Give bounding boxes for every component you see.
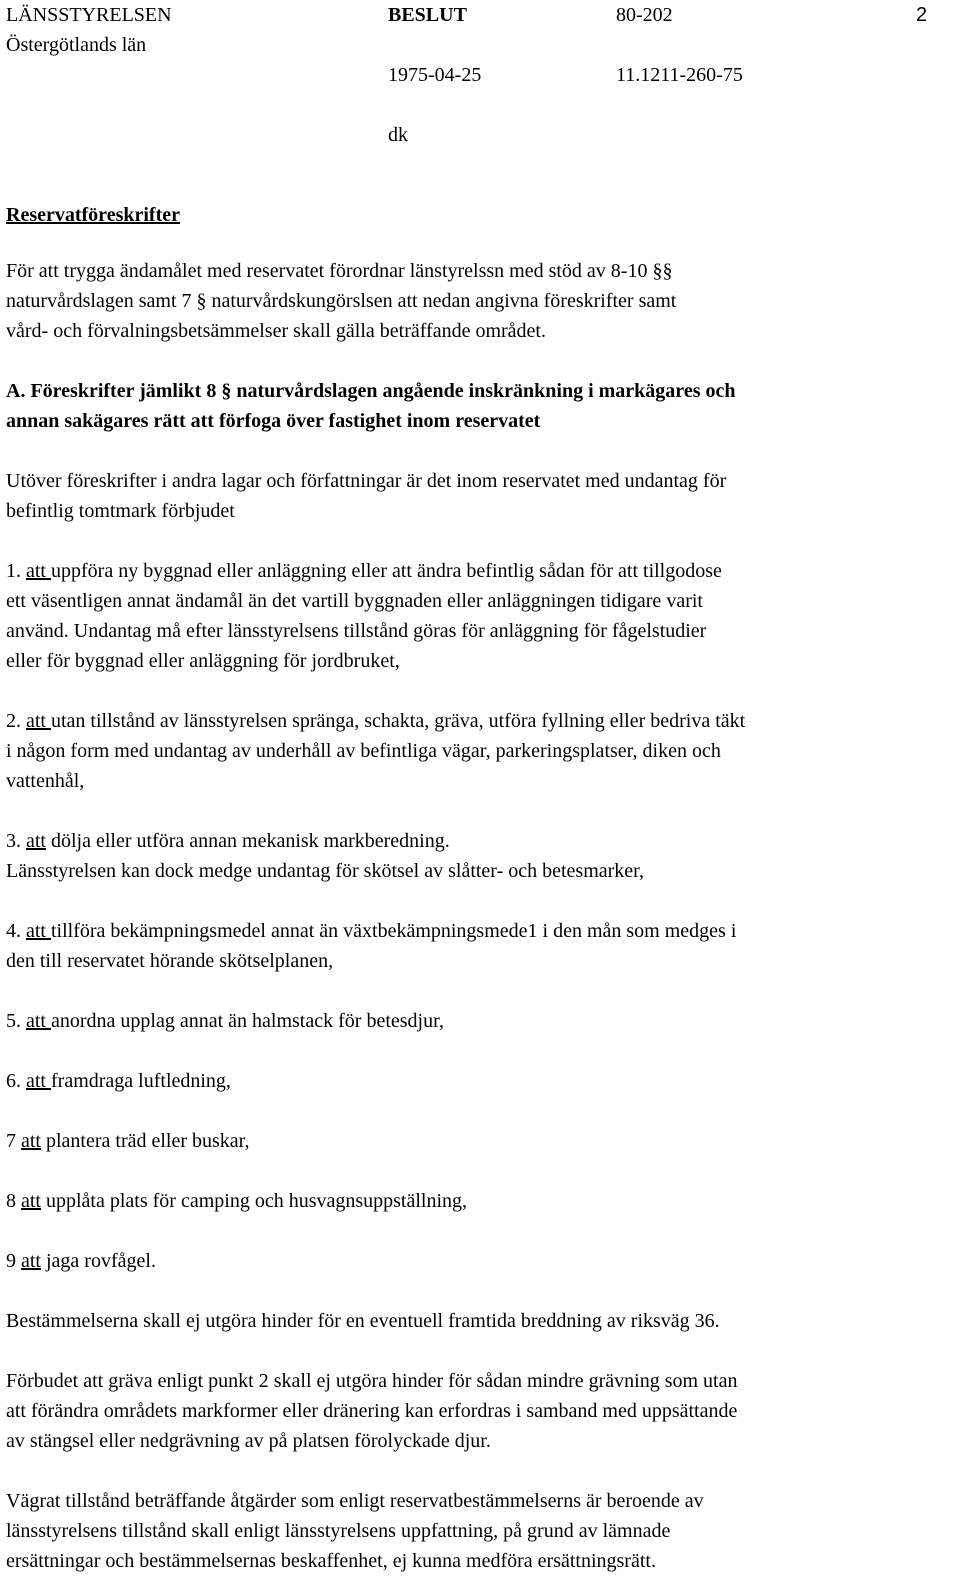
att-keyword: att	[21, 1130, 41, 1152]
att-keyword: att	[26, 1010, 51, 1032]
author-initials: dk	[388, 124, 408, 146]
text-line: naturvårdslagen samt 7 § naturvårdskungörslsen att nedan angivna föreskrifter samt	[6, 290, 677, 312]
text-line: ersättningar och bestämmelsernas beskaffenhet, ej kunna medföra ersättningsrätt.	[6, 1550, 656, 1572]
text-line: eller för byggnad eller anläggning för jordbruket,	[6, 650, 400, 672]
att-keyword: att	[26, 830, 46, 852]
text-line: ett väsentligen annat ändamål än det vartill byggnaden eller anläggningen tidigare varit	[6, 590, 703, 612]
decision-date: 1975-04-25	[388, 64, 482, 86]
section-a-heading	[6, 376, 956, 436]
text-line: Bestämmelserna skall ej utgöra hinder för en eventuell framtida breddning av riksväg 36.	[6, 1310, 720, 1332]
list-item	[6, 1186, 956, 1216]
att-keyword: att	[26, 1070, 51, 1092]
att-keyword: att	[26, 710, 51, 732]
preamble-paragraph	[6, 466, 956, 526]
att-keyword: att	[21, 1250, 41, 1272]
text-line: använd. Undantag må efter länsstyrelsens tillstånd göras för anläggning för fågelstudier	[6, 620, 707, 642]
text-line: A. Föreskrifter jämlikt 8 § naturvårdslagen angående inskränkning i markägares och	[6, 380, 736, 402]
text-line: tillföra bekämpningsmedel annat än växtbekämpningsmede1 i den mån som medges i	[51, 920, 737, 942]
text-line: utan tillstånd av länsstyrelsen spränga, schakta, gräva, utföra fyllning eller bedriva täkt	[51, 710, 746, 732]
intro-paragraph	[6, 256, 956, 346]
text-line: att förändra områdets markformer eller dränering kan erfordras i samband med uppsättande	[6, 1400, 738, 1422]
text-line: Förbudet att gräva enligt punkt 2 skall ej utgöra hinder för sådan mindre grävning som utan	[6, 1370, 738, 1392]
att-keyword: att	[21, 1190, 41, 1212]
att-keyword: att	[26, 920, 51, 942]
text-line: dölja eller utföra annan mekanisk markberedning.	[46, 830, 450, 852]
text-line: vård- och förvalningsbetsämmelser skall gälla beträffande området.	[6, 320, 546, 342]
item-number: 2.	[6, 710, 21, 732]
item-number: 5.	[6, 1010, 21, 1032]
authority-name: LÄNSSTYRELSEN	[6, 4, 172, 26]
page-number: 2	[916, 4, 928, 26]
list-item	[6, 826, 956, 886]
text-line: befintlig tomtmark förbjudet	[6, 500, 235, 522]
item-number: 4.	[6, 920, 21, 942]
county-name: Östergötlands län	[6, 34, 147, 56]
text-line: Länsstyrelsen kan dock medge undantag för skötsel av slåtter- och betesmarker,	[6, 860, 645, 882]
text-line: Vägrat tillstånd beträffande åtgärder som enligt reservatbestämmelserns är beroende av	[6, 1490, 704, 1512]
text-line: annan sakägares rätt att förfoga över fastighet inom reservatet	[6, 410, 541, 432]
item-number: 1.	[6, 560, 21, 582]
item-number: 3.	[6, 830, 21, 852]
closing-paragraph	[6, 1306, 956, 1336]
list-item	[6, 556, 956, 676]
list-item	[6, 1126, 956, 1156]
text-line: i någon form med undantag av underhåll av befintliga vägar, parkeringsplatser, diken och	[6, 740, 721, 762]
document-type: BESLUT	[388, 4, 467, 26]
text-line: plantera träd eller buskar,	[41, 1130, 250, 1152]
item-number: 9	[6, 1250, 16, 1272]
text-line: upplåta plats för camping och husvagnsuppställning,	[41, 1190, 468, 1212]
item-number: 8	[6, 1190, 16, 1212]
list-item	[6, 1246, 956, 1276]
text-line: vattenhål,	[6, 770, 85, 792]
att-keyword: att	[26, 560, 51, 582]
text-line: framdraga luftledning,	[51, 1070, 231, 1092]
text-line: länsstyrelsens tillstånd skall enligt länsstyrelsens uppfattning, på grund av lämnade	[6, 1520, 671, 1542]
text-line: jaga rovfågel.	[41, 1250, 156, 1272]
text-line: anordna upplag annat än halmstack för betesdjur,	[51, 1010, 444, 1032]
text-line: den till reservatet hörande skötselplanen,	[6, 950, 334, 972]
list-item	[6, 706, 956, 796]
item-number: 6.	[6, 1070, 21, 1092]
document-body	[6, 256, 956, 1576]
item-number: 7	[6, 1130, 16, 1152]
reference-number: 11.1211-260-75	[616, 64, 743, 86]
page-title: Reservatföreskrifter	[6, 204, 180, 226]
list-item	[6, 1066, 956, 1096]
text-line: För att trygga ändamålet med reservatet förordnar länstyrelssn med stöd av 8-10 §§	[6, 260, 673, 282]
text-line: av stängsel eller nedgrävning av på platsen förolyckade djur.	[6, 1430, 491, 1452]
text-line: uppföra ny byggnad eller anläggning eller att ändra befintlig sådan för att tillgodose	[51, 560, 722, 582]
list-item	[6, 916, 956, 976]
closing-paragraph	[6, 1486, 956, 1576]
closing-paragraph	[6, 1366, 956, 1456]
document-code: 80-202	[616, 4, 673, 26]
text-line: Utöver föreskrifter i andra lagar och författningar är det inom reservatet med undantag för	[6, 470, 727, 492]
list-item	[6, 1006, 956, 1036]
